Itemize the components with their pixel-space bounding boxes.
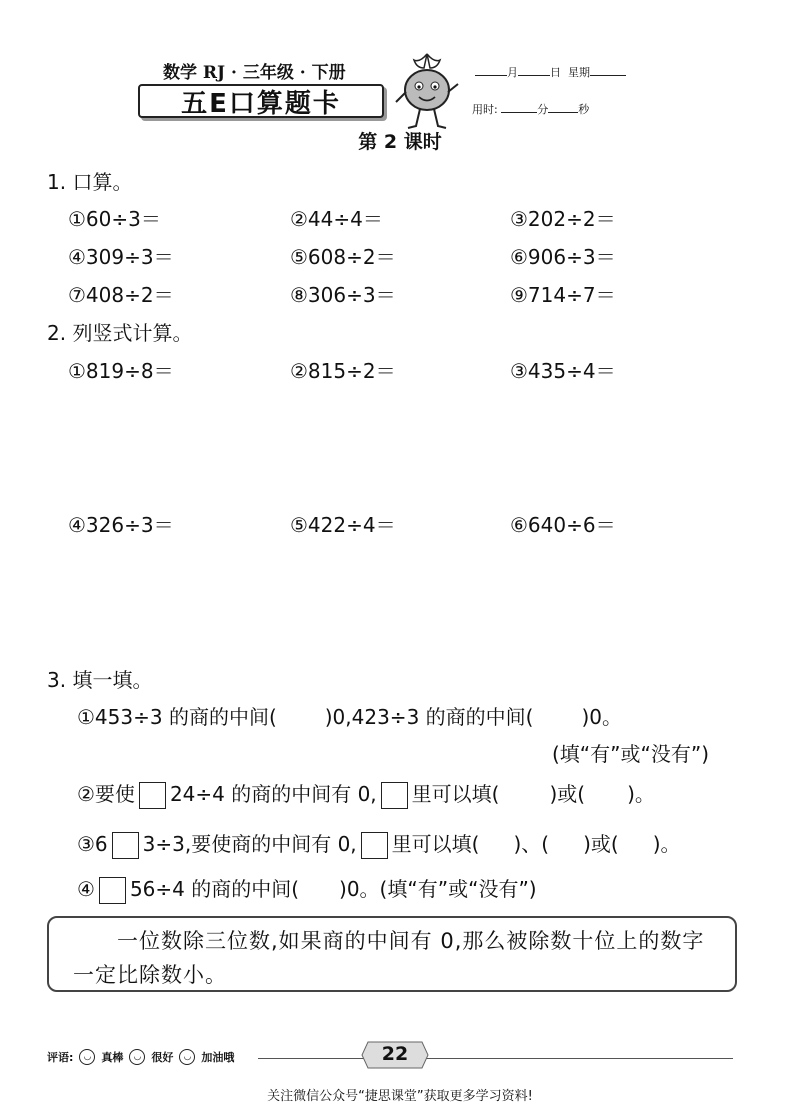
section1-heading: 1. 口算。 (47, 170, 133, 194)
vertical-calc-item: ④326÷3＝ (68, 513, 174, 537)
lesson-title: 第 2 课时 (358, 131, 442, 153)
q4-text-b: 56÷4 的商的中间( (129, 877, 300, 901)
q1-note: (填“有”或“没有”) (552, 742, 710, 766)
subject-label: 数学 RJ · 三年级 · 下册 (163, 63, 346, 83)
tip-box (47, 916, 737, 992)
worksheet-title: 五E口算题卡 (138, 84, 384, 118)
page-number: 22 (381, 1043, 409, 1065)
month-label: 月 (507, 66, 518, 79)
vertical-calc-item: ③435÷4＝ (510, 359, 616, 383)
smile-face-icon: ◡ (79, 1049, 95, 1065)
oral-item: ⑧306÷3＝ (290, 283, 396, 307)
q2-text-d: )或( (549, 782, 586, 806)
q3-text-d: )、( (513, 832, 550, 856)
vertical-calc-item: ①819÷8＝ (68, 359, 174, 383)
q2-text-e: )。 (627, 782, 655, 806)
oral-item: ⑤608÷2＝ (290, 245, 396, 269)
section3-heading: 3. 填一填。 (47, 668, 153, 692)
vertical-calc-item: ⑥640÷6＝ (510, 513, 616, 537)
day-label: 日 (550, 66, 561, 79)
fill-question-1 (77, 701, 622, 730)
time-label: 用时: (472, 103, 498, 116)
eval-option-1: 真棒 (101, 1051, 124, 1064)
mascot-illustration (392, 50, 462, 135)
vertical-calc-item: ⑤422÷4＝ (290, 513, 396, 537)
oral-item: ①60÷3＝ (68, 207, 161, 231)
smile-face-icon: ◡ (129, 1049, 145, 1065)
q1-text-a: ①453÷3 的商的中间( (77, 705, 277, 729)
digit-box[interactable] (99, 877, 126, 904)
time-fields (472, 101, 589, 117)
q4-text-a: ④ (77, 877, 95, 901)
evaluation-row (47, 1049, 234, 1065)
q1-text-b: )0,423÷3 的商的中间( (324, 705, 534, 729)
oral-item: ⑦408÷2＝ (68, 283, 174, 307)
smile-face-icon: ◡ (179, 1049, 195, 1065)
bottom-note: 关注微信公众号“捷思课堂”获取更多学习资料! (267, 1089, 533, 1104)
digit-box[interactable] (139, 782, 166, 809)
oral-item: ②44÷4＝ (290, 207, 383, 231)
vertical-calc-item: ②815÷2＝ (290, 359, 396, 383)
eval-option-3: 加油哦 (201, 1051, 235, 1064)
minute-label: 分 (537, 103, 549, 116)
oral-item: ③202÷2＝ (510, 207, 616, 231)
weekday-label: 星期 (568, 66, 590, 79)
q3-text-b: 3÷3,要使商的中间有 0, (142, 832, 357, 856)
oral-item: ⑥906÷3＝ (510, 245, 616, 269)
footer-divider (258, 1058, 733, 1059)
digit-box[interactable] (361, 832, 388, 859)
q2-text-a: ②要使 (77, 782, 135, 806)
second-label: 秒 (578, 103, 590, 116)
q2-text-c: 里可以填( (411, 782, 500, 806)
eval-label: 评语: (47, 1051, 74, 1064)
tip-text: 一位数除三位数,如果商的中间有 0,那么被除数十位上的数字一定比除数小。 (73, 929, 705, 987)
oral-item: ④309÷3＝ (68, 245, 174, 269)
q1-text-c: )0。 (581, 705, 622, 729)
fill-question-2 (77, 778, 655, 809)
fill-question-3 (77, 828, 681, 859)
q3-text-f: )。 (652, 832, 681, 856)
q2-text-b: 24÷4 的商的中间有 0, (169, 782, 377, 806)
digit-box[interactable] (112, 832, 139, 859)
section2-heading: 2. 列竖式计算。 (47, 321, 193, 345)
digit-box[interactable] (381, 782, 408, 809)
date-fields (475, 64, 626, 80)
eval-option-2: 很好 (151, 1051, 174, 1064)
q4-text-c: )0。(填“有”或“没有”) (339, 877, 537, 901)
page-number-badge (360, 1040, 430, 1070)
q3-text-c: 里可以填( (391, 832, 480, 856)
q3-text-a: ③6 (77, 832, 108, 856)
oral-item: ⑨714÷7＝ (510, 283, 616, 307)
fill-question-4 (77, 873, 537, 904)
q3-text-e: )或( (583, 832, 619, 856)
